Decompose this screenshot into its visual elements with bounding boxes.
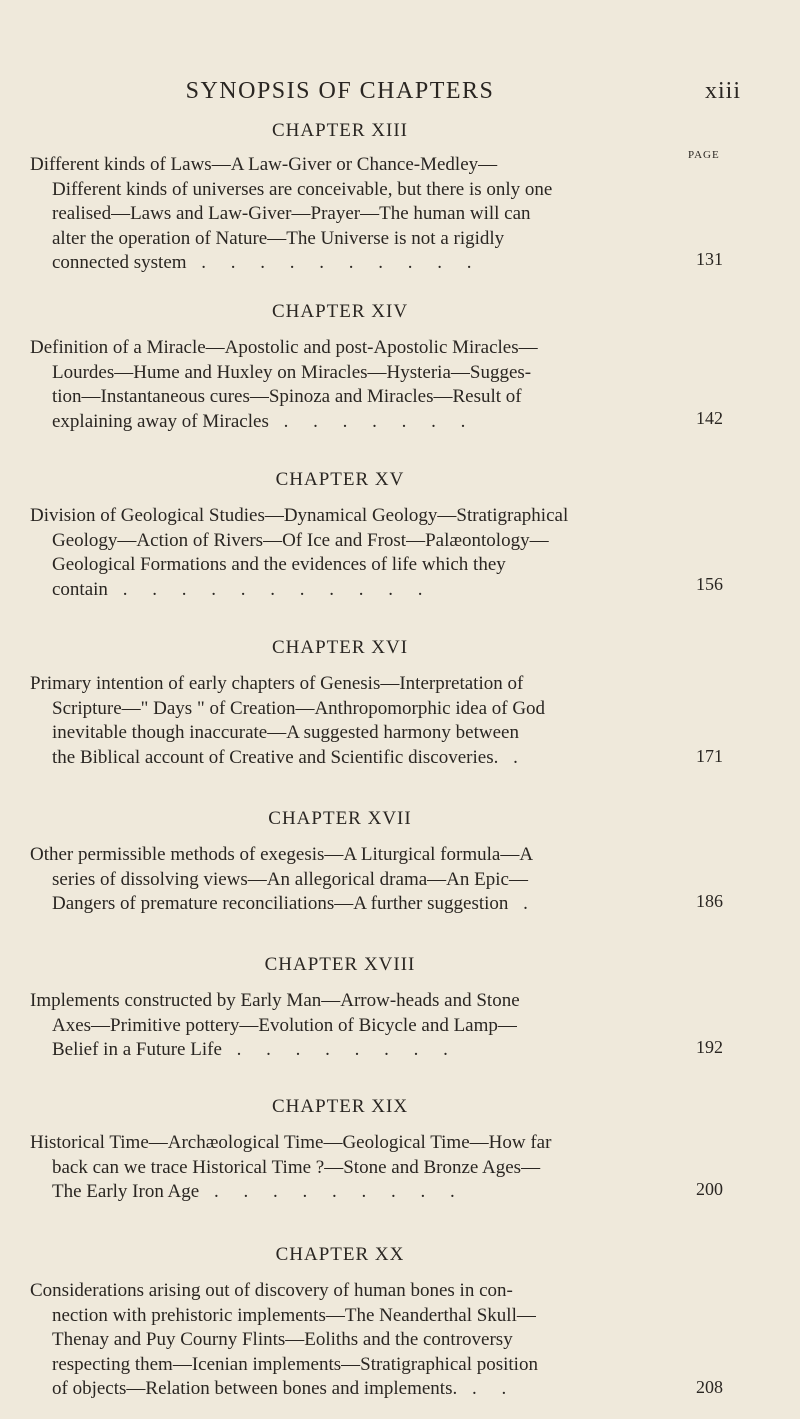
summary-line: Division of Geological Studies—Dynamical Geology—Stratigraphical (30, 505, 569, 526)
summary-line-text: connected system (52, 252, 187, 273)
summary-line: Considerations arising out of discovery of human bones in con- (30, 1280, 513, 1301)
summary-line: back can we trace Historical Time ?—Stone and Bronze Ages— (52, 1156, 541, 1178)
summary-line-text: The Early Iron Age (52, 1181, 200, 1202)
summary-line: Thenay and Puy Courny Flints—Eoliths and the controversy (52, 1329, 513, 1350)
chapter-summary (30, 672, 650, 770)
dot-leaders: . . . . . . . (268, 410, 476, 432)
summary-line: inevitable though inaccurate—A suggested harmony between (52, 722, 519, 743)
page-reference: 131 (696, 249, 723, 269)
dot-leaders: . . . . . . . . . . . (107, 578, 433, 600)
summary-line: Geology—Action of Rivers—Of Ice and Frost—Palæontology— (52, 529, 549, 551)
summary-line: Geological Formations and the evidences of life which they (52, 554, 506, 575)
dot-leaders: . . (457, 1378, 517, 1399)
chapter-entry (0, 115, 800, 296)
summary-line-text: Dangers of premature reconciliations—A further suggestion (52, 893, 509, 914)
summary-line: tion—Instantaneous cures—Spinoza and Miracles—Result of (52, 386, 522, 407)
summary-line: Historical Time—Archæological Time—Geological Time—How far (30, 1132, 552, 1153)
running-title: SYNOPSIS OF CHAPTERS (185, 78, 495, 104)
chapter-entry (0, 949, 800, 1091)
page-reference: 186 (696, 891, 723, 911)
folio-number: xiii (705, 78, 742, 104)
dot-leaders: . . . . . . . . . . (186, 252, 482, 273)
summary-line (30, 746, 650, 771)
summary-line: alter the operation of Nature—The Universe is not a rigidly (52, 227, 505, 249)
summary-line: Lourdes—Hume and Huxley on Miracles—Hysteria—Sugges- (52, 361, 532, 383)
chapter-entry (0, 1239, 800, 1419)
chapter-heading: CHAPTER XVIII (264, 954, 416, 975)
summary-line-text: explaining away of Miracles (52, 410, 269, 432)
page-reference: 156 (696, 574, 723, 594)
summary-line: Other permissible methods of exegesis—A Liturgical formula—A (30, 844, 534, 865)
chapter-heading: CHAPTER XIV (271, 301, 409, 322)
chapter-summary (30, 153, 650, 276)
chapter-summary (30, 843, 650, 917)
chapter-heading: CHAPTER XVII (268, 808, 412, 829)
summary-line-text: of objects—Relation between bones and implements. (52, 1378, 458, 1399)
chapter-synopsis-list (0, 115, 800, 1419)
chapter-summary (30, 336, 650, 434)
summary-line: Different kinds of universes are conceivable, but there is only one (52, 178, 553, 200)
summary-line (30, 251, 650, 276)
summary-line: Scripture—" Days " of Creation—Anthropomorphic idea of God (52, 697, 546, 719)
chapter-heading: CHAPTER XIII (271, 120, 409, 141)
summary-line-text: the Biblical account of Creative and Scientific discoveries. (52, 746, 499, 768)
chapter-summary (30, 989, 650, 1063)
page-column-label: PAGE (688, 149, 720, 161)
running-header (0, 72, 800, 112)
dot-leaders: . (508, 893, 538, 914)
chapter-summary (30, 1279, 650, 1402)
summary-line: Different kinds of Laws—A Law-Giver or Chance-Medley— (30, 154, 498, 175)
chapter-heading: CHAPTER XIX (271, 1096, 409, 1117)
summary-line (30, 892, 650, 917)
summary-line: realised—Laws and Law-Giver—Prayer—The human will can (52, 203, 531, 224)
summary-line-text: Belief in a Future Life (52, 1039, 222, 1060)
page-reference: 208 (696, 1377, 723, 1397)
chapter-summary (30, 1131, 650, 1205)
summary-line: Axes—Primitive pottery—Evolution of Bicycle and Lamp— (52, 1014, 517, 1036)
chapter-entry (0, 296, 800, 464)
page-reference: 192 (696, 1037, 723, 1057)
summary-line: Definition of a Miracle—Apostolic and post-Apostolic Miracles— (30, 337, 538, 358)
chapter-heading: CHAPTER XV (275, 469, 405, 490)
chapter-entry (0, 803, 800, 949)
page-reference: 200 (696, 1179, 723, 1199)
summary-line (30, 1377, 650, 1402)
dot-leaders: . . . . . . . . . (199, 1181, 465, 1202)
page-reference: 142 (696, 408, 723, 428)
summary-line: respecting them—Icenian implements—Stratigraphical position (52, 1353, 538, 1375)
chapter-summary (30, 504, 650, 602)
summary-line-text: contain (52, 578, 108, 600)
chapter-heading: CHAPTER XVI (271, 637, 409, 658)
chapter-entry (0, 1091, 800, 1239)
summary-line (30, 1038, 650, 1063)
summary-line (30, 410, 650, 435)
dot-leaders: . . . . . . . . (221, 1039, 458, 1060)
chapter-entry (0, 464, 800, 632)
dot-leaders: . (498, 746, 528, 768)
summary-line: nection with prehistoric implements—The Neanderthal Skull— (52, 1304, 536, 1326)
summary-line: Primary intention of early chapters of Genesis—Interpretation of (30, 673, 524, 694)
summary-line (30, 1180, 650, 1205)
page-reference: 171 (696, 746, 723, 766)
summary-line: Implements constructed by Early Man—Arrow-heads and Stone (30, 990, 520, 1011)
summary-line (30, 578, 650, 603)
chapter-heading: CHAPTER XX (275, 1244, 405, 1265)
summary-line: series of dissolving views—An allegorical drama—An Epic— (52, 868, 528, 890)
chapter-entry (0, 632, 800, 803)
